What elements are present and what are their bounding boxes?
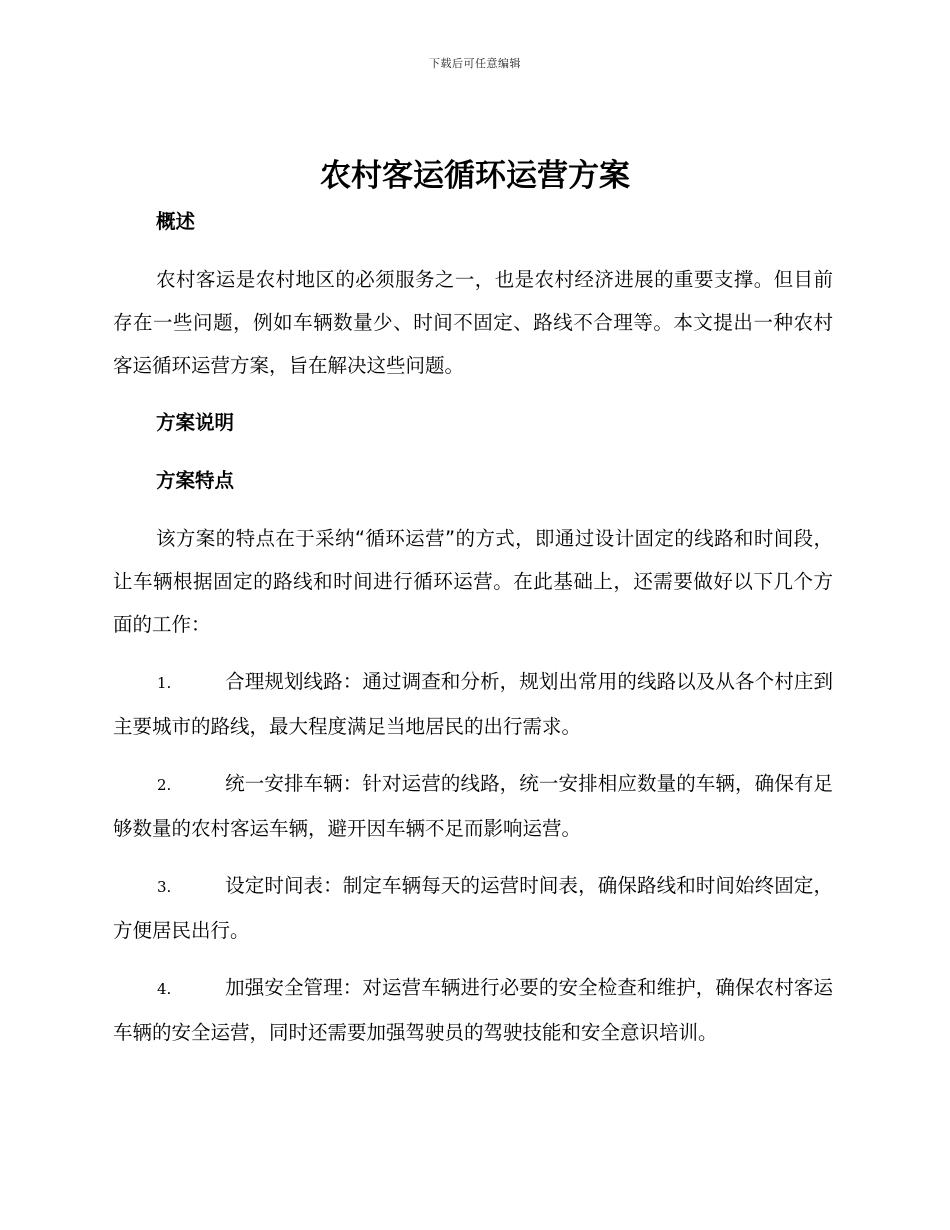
list-item-text: 设定时间表：制定车辆每天的运营时间表，确保路线和时间始终固定，方便居民出行。	[113, 874, 833, 942]
list-item-number: 2.	[157, 776, 172, 794]
plan-heading: 方案说明	[156, 411, 235, 434]
list-item-number: 4.	[157, 980, 172, 998]
list-item-text: 统一安排车辆：针对运营的线路，统一安排相应数量的车辆，确保有足够数量的农村客运车辆，避开因车辆不足而影响运营。	[113, 772, 833, 840]
list-item	[113, 660, 833, 748]
features-paragraph: 该方案的特点在于采纳“循环运营”的方式，即通过设计固定的线路和时间段，让车辆根据固定的路线和时间进行循环运营。在此基础上，还需要做好以下几个方面的工作：	[113, 527, 833, 636]
features-heading: 方案特点	[156, 469, 235, 492]
header-note: 下载后可任意编辑	[429, 57, 521, 70]
document-title: 农村客运循环运营方案	[320, 158, 630, 194]
list-item	[113, 762, 833, 850]
list-item	[113, 864, 833, 952]
overview-paragraph: 农村客运是农村地区的必须服务之一，也是农村经济进展的重要支撑。但目前存在一些问题，例如车辆数量少、时间不固定、路线不合理等。本文提出一种农村客运循环运营方案，旨在解决这些问题。	[113, 268, 833, 377]
document-body	[113, 200, 833, 1068]
list-item-text: 加强安全管理：对运营车辆进行必要的安全检查和维护，确保农村客运车辆的安全运营，同时还需要加强驾驶员的驾驶技能和安全意识培训。	[113, 976, 833, 1044]
list-item-text: 合理规划线路：通过调查和分析，规划出常用的线路以及从各个村庄到主要城市的路线，最大程度满足当地居民的出行需求。	[113, 670, 833, 738]
list-item-number: 3.	[157, 878, 172, 896]
overview-heading: 概述	[156, 210, 196, 233]
list-item	[113, 966, 833, 1054]
list-item-number: 1.	[157, 674, 172, 692]
